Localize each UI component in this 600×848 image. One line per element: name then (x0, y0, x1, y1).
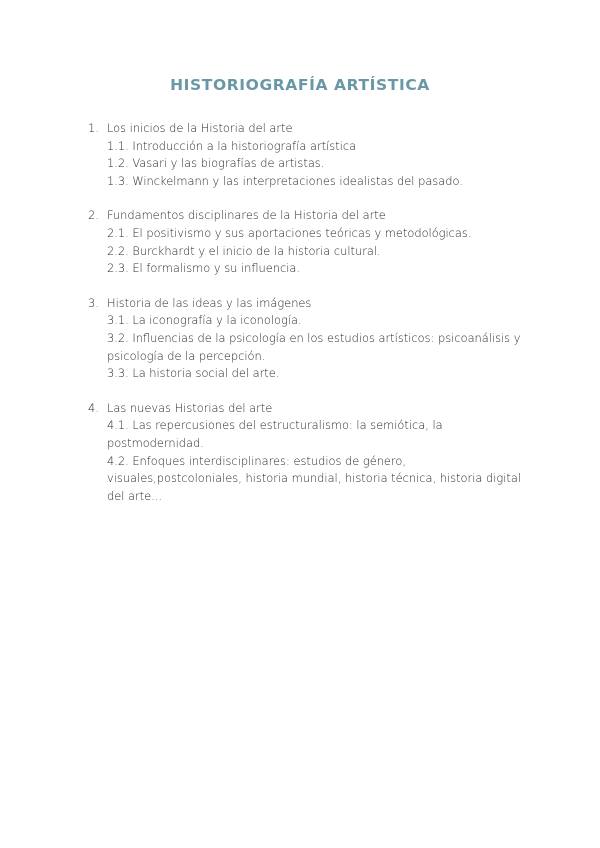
section-number: 1. (88, 121, 99, 135)
section-heading (88, 120, 538, 138)
section-heading (88, 400, 538, 418)
section-3 (88, 295, 538, 383)
section-1 (88, 120, 538, 190)
subsection-list (88, 312, 538, 382)
subsection-item: 1.1. Introducción a la historiografía artística (107, 138, 357, 153)
section-title: Los inicios de la Historia del arte (107, 121, 293, 135)
subsection-item: 3.2. Influencias de la psicología en los estudios artísticos: psicoanálisis y psicología de la percepción. (107, 330, 521, 363)
subsection-item: 2.3. El formalismo y su influencia. (107, 261, 300, 276)
section-4 (88, 400, 538, 506)
subsection-list (88, 417, 538, 505)
subsection-item: 1.3. Winckelmann y las interpretaciones idealistas del pasado. (107, 173, 463, 188)
subsection-item: 4.1. Las repercusiones del estructuralismo: la semiótica, la postmodernidad. (107, 418, 443, 450)
subsection-item: 2.1. El positivismo y sus aportaciones teóricas y metodológicas. (107, 225, 472, 240)
section-title: Las nuevas Historias del arte (107, 400, 273, 415)
section-number: 2. (88, 208, 99, 223)
section-heading (88, 207, 538, 225)
subsection-item: 3.1. La iconografía y la iconología. (107, 313, 302, 328)
section-heading (88, 295, 538, 313)
section-title: Historia de las ideas y las imágenes (107, 295, 312, 310)
subsection-list (88, 138, 538, 191)
subsection-item: 4.2. Enfoques interdisciplinares: estudios de género, visuales,postcoloniales, historia mundial, historia técnica, historia digital del arte... (107, 453, 521, 503)
section-2 (88, 207, 538, 277)
subsection-item: 1.2. Vasari y las biografías de artistas. (107, 156, 325, 171)
syllabus-list (88, 120, 538, 522)
document-title: HISTORIOGRAFÍA ARTÍSTICA (170, 76, 430, 94)
subsection-list (88, 225, 538, 278)
section-title: Fundamentos disciplinares de la Historia del arte (107, 208, 386, 223)
section-number: 4. (88, 400, 99, 415)
subsection-item: 3.3. La historia social del arte. (107, 366, 280, 381)
subsection-item: 2.2. Burckhardt y el inicio de la historia cultural. (107, 243, 381, 258)
section-number: 3. (88, 295, 99, 310)
